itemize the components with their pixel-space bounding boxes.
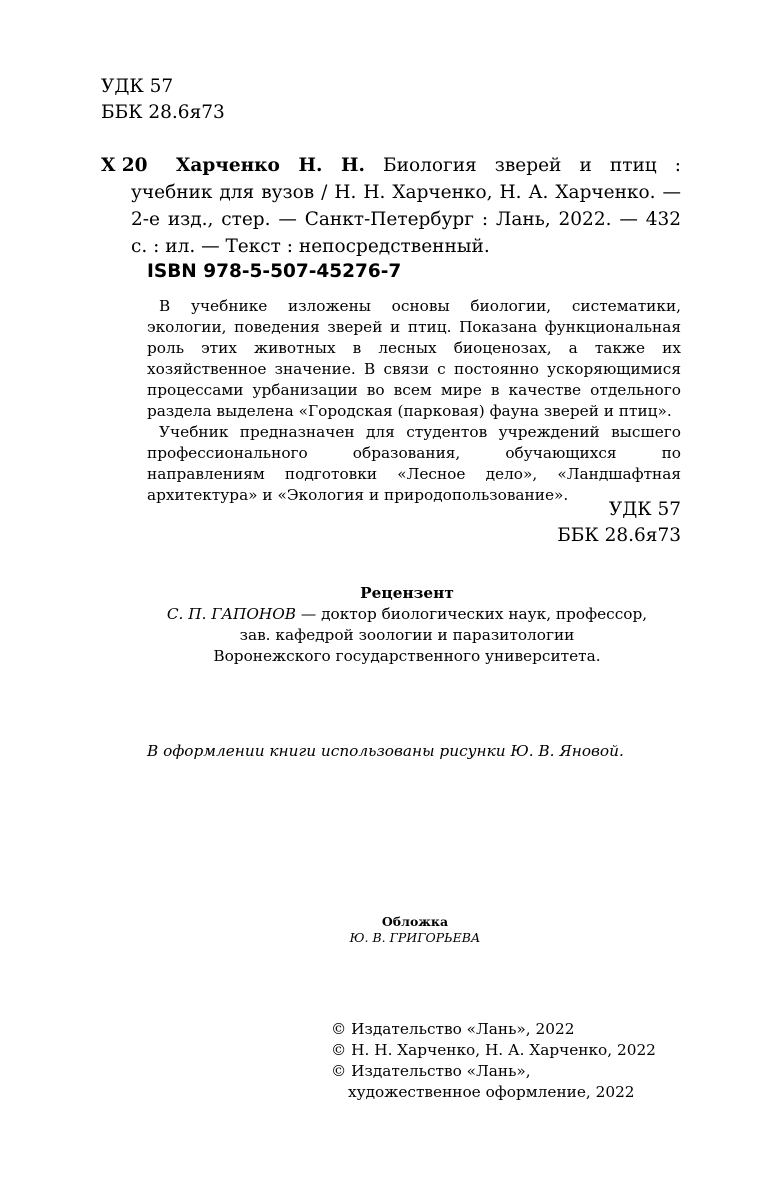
reviewer-credentials: — доктор биологических наук, профессор, [296, 605, 648, 623]
bibliographic-entry [131, 152, 681, 260]
reviewer-line: Воронежского государственного университета. [213, 647, 601, 665]
abstract-paragraph: Учебник предназначен для студентов учреждений высшего профессионального образования, обучающихся по направлениям подготовки «Лесное дело», «Ландшафтная архитектура» и «Экология и природопользование». [147, 423, 681, 504]
reviewer-line: зав. кафедрой зоологии и паразитологии [239, 626, 575, 644]
reviewer-block [147, 583, 667, 667]
author-name: Харченко Н. Н. [176, 155, 365, 176]
udk-code: УДК 57 [608, 499, 681, 520]
illustrations-note: В оформлении книги использованы рисунки Ю. В. Яновой. [147, 742, 624, 760]
abstract [147, 296, 681, 506]
bibliographic-description: Биология зверей и птиц : учебник для вузов / Н. Н. Харченко, Н. А. Харченко. — 2-е изд., стер. — Санкт-Петербург : Лань, 2022. — 432 с. : ил. — Текст : непосредственный. [131, 155, 681, 257]
cover-designer: Ю. В. ГРИГОРЬЕВА [349, 930, 481, 945]
abstract-paragraph: В учебнике изложены основы биологии, систематики, экологии, поведения зверей и птиц. Показана функциональная роль этих животных в лесных биоценозах, а также их хозяйственное значение. В связи с постоянно ускоряющимися процессами урбанизации во всем мире в качестве отдельного раздела выделена «Городская (парковая) фауна зверей и птиц». [147, 297, 681, 420]
reviewer-line [147, 604, 667, 625]
copyright-line: © Н. Н. Харченко, Н. А. Харченко, 2022 [331, 1041, 656, 1059]
reviewer-heading: Рецензент [360, 584, 454, 602]
copyright-line: © Издательство «Лань», [331, 1062, 531, 1080]
cover-heading: Обложка [381, 914, 449, 929]
copyright-line: художественное оформление, 2022 [348, 1083, 635, 1101]
author-mark: Х 20 [101, 155, 148, 176]
classification-top [101, 74, 225, 126]
bbk-code: ББК 28.6я73 [101, 102, 225, 123]
udk-code: УДК 57 [101, 76, 174, 97]
bbk-code: ББК 28.6я73 [557, 525, 681, 546]
classification-bottom [460, 497, 681, 549]
isbn: ISBN 978-5-507-45276-7 [147, 261, 402, 282]
copyright-block [331, 1019, 656, 1103]
copyright-line: © Издательство «Лань», 2022 [331, 1020, 575, 1038]
cover-credit [330, 914, 500, 946]
reviewer-name: С. П. ГАПОНОВ [166, 605, 297, 623]
bibliographic-record [101, 152, 681, 260]
